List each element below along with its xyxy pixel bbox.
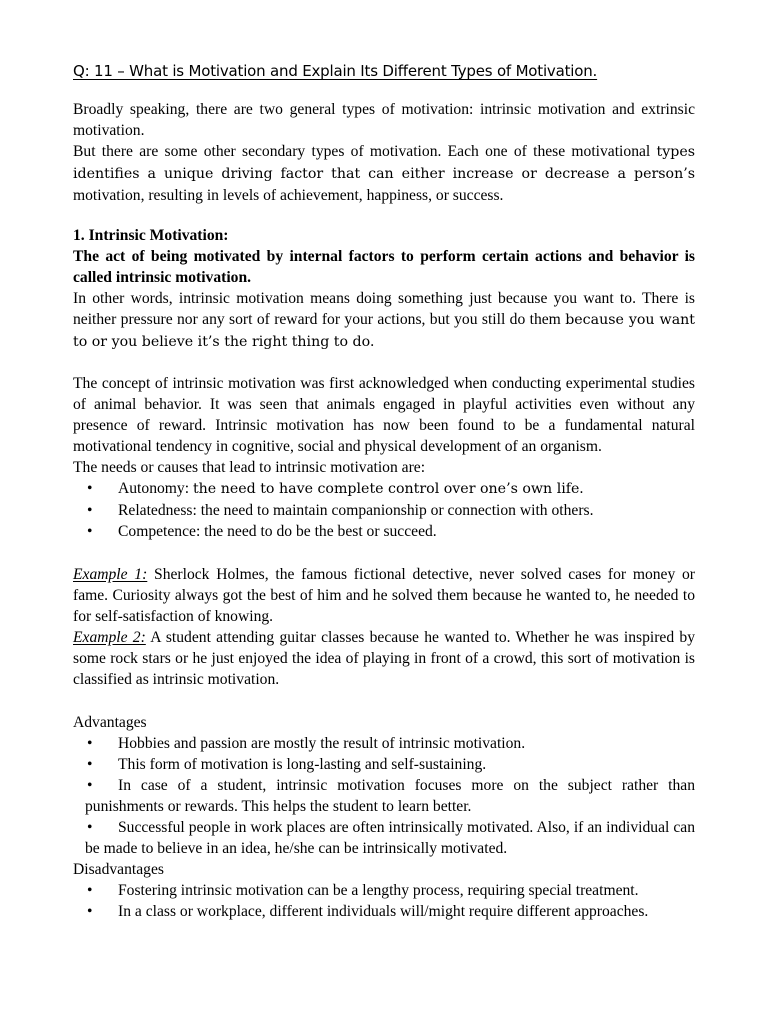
intrinsic-p1-start: In other words, intrinsic motivation means doing something just because you want to. There is neither pressure nor any sort of reward for your actions, but you still do them: [73, 290, 695, 328]
disadvantages-label: Disadvantages: [73, 861, 164, 878]
intro-paragraph-2: [73, 141, 695, 206]
list-item: [73, 500, 695, 521]
question-title: Q: 11 – What is Motivation and Explain Its Different Types of Motivation.: [73, 62, 598, 80]
example-1: [73, 564, 695, 627]
intrinsic-p1-end: .: [370, 333, 375, 350]
intro-p2-end: motivation, resulting in levels of achievement, happiness, or success.: [73, 187, 504, 204]
list-item: [73, 478, 695, 500]
intrinsic-paragraph-2: The concept of intrinsic motivation was first acknowledged when conducting experimental studies of animal behavior. It was seen that animals engaged in playful activities even without any presence of reward. Intrinsic motivation has now been found to be a fundamental natural motivational tendency in cognitive, social and physical development of an organism.: [73, 375, 695, 455]
intro-p2-middle: types identifies a unique driving factor that can either increase or decrease a person’s: [73, 144, 695, 182]
section-heading-intrinsic: 1. Intrinsic Motivation:: [73, 227, 229, 244]
needs-intro: The needs or causes that lead to intrinsic motivation are:: [73, 459, 426, 476]
intro-paragraph-1: Broadly speaking, there are two general types of motivation: intrinsic motivation and extrinsic motivation.: [73, 101, 695, 139]
intrinsic-paragraph-1: [73, 288, 695, 353]
list-item: • This form of motivation is long-lasting and self-sustaining.: [73, 754, 695, 775]
example-label: Example 1:: [73, 566, 148, 583]
intrinsic-p1-middle: because you want to or you believe it’s the right thing to do: [73, 312, 695, 350]
advantages-label: Advantages: [73, 714, 147, 731]
list-item: • In a class or workplace, different individuals will/might require different approaches.: [73, 901, 695, 922]
advantages-list: [73, 733, 695, 859]
example-label: Example 2:: [73, 629, 146, 646]
need-text: the need to have complete control over one’s own life: [192, 481, 580, 497]
list-item: • Fostering intrinsic motivation can be a lengthy process, requiring special treatment.: [73, 880, 695, 901]
list-item: • Successful people in work places are often intrinsically motivated. Also, if an individual can be made to believe in an idea, he/she can be intrinsically motivated.: [73, 817, 695, 859]
intro-p2-start: But there are some other secondary types of motivation. Each one of these motivational: [73, 143, 657, 160]
need-label: Relatedness:: [118, 502, 201, 519]
need-label: Autonomy:: [118, 480, 193, 497]
list-item: [73, 521, 695, 542]
need-end: .: [579, 480, 584, 497]
list-item: • In case of a student, intrinsic motivation focuses more on the subject rather than punishments or rewards. This helps the student to learn better.: [73, 775, 695, 817]
needs-list: [73, 478, 695, 542]
intrinsic-definition: The act of being motivated by internal factors to perform certain actions and behavior is called intrinsic motivation.: [73, 248, 695, 286]
example-text: A student attending guitar classes because he wanted to. Whether he was inspired by some rock stars or he just enjoyed the idea of playing in front of a crowd, this sort of motivation is classified as intrinsic motivation.: [73, 629, 696, 688]
list-item: • Hobbies and passion are mostly the result of intrinsic motivation.: [73, 733, 695, 754]
example-2: [73, 627, 695, 690]
need-text: the need to do be the best or succeed.: [204, 523, 437, 540]
need-text: the need to maintain companionship or connection with others.: [200, 502, 594, 519]
need-label: Competence:: [118, 523, 205, 540]
example-text: Sherlock Holmes, the famous fictional detective, never solved cases for money or fame. Curiosity always got the best of him and he solved them because he wanted to, he needed to for self-satisfaction of knowing.: [73, 566, 695, 625]
disadvantages-list: [73, 880, 695, 922]
